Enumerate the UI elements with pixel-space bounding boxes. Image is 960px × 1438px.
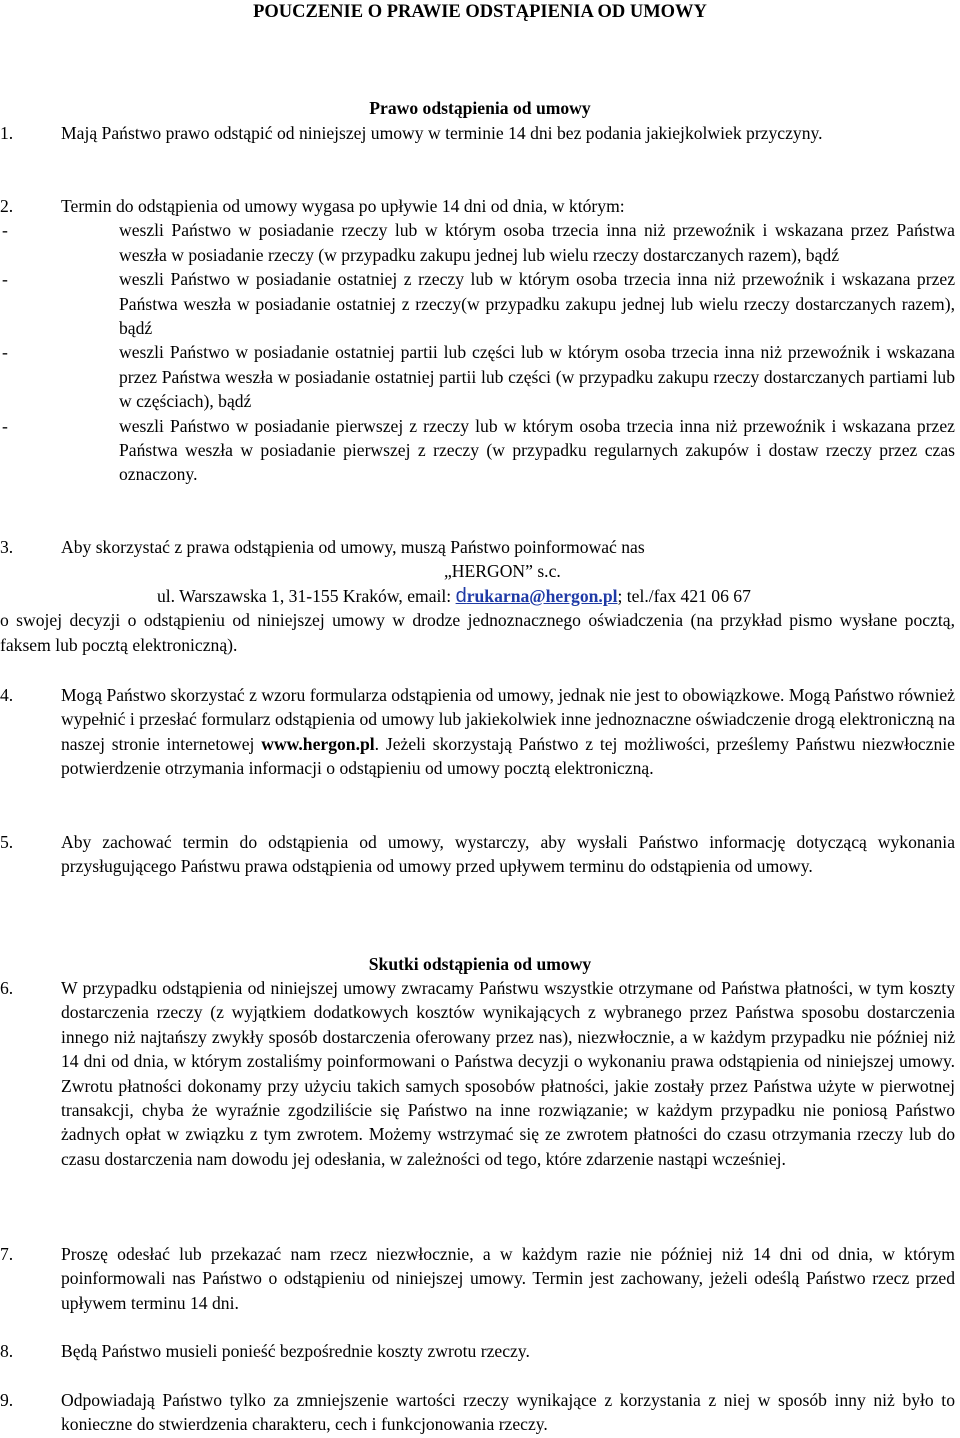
paragraph-number: 2. — [0, 196, 14, 216]
bullet-dash: - — [2, 220, 8, 241]
paragraph-number: 7. — [0, 1244, 14, 1264]
paragraph-number: 8. — [0, 1341, 14, 1361]
paragraph-text: Aby zachować termin do odstąpienia od umowy, wystarczy, aby wysłali Państwo informację dotyczącą wykonania przysługującego Państwu prawa odstąpienia od umowy przed upływem terminu do odstąpienia od umowy. — [61, 832, 955, 877]
section-heading-effects: Skutki odstąpienia od umowy — [368, 954, 592, 974]
paragraph-intro: Aby skorzystać z prawa odstąpienia od umowy, muszą Państwo poinformować nas — [61, 537, 645, 557]
paragraph-8 — [0, 1339, 960, 1363]
paragraph-text-b: . Jeżeli skorzystają Państwo z tej możliwości, prześlemy Państwu niezwłocznie potwierdzenie otrzymania informacji o odstąpieniu od umowy pocztą elektroniczną. — [61, 733, 955, 779]
paragraph-text: Odpowiadają Państwo tylko za zmniejszenie wartości rzeczy wynikające z korzystania z niej w sposób inny niż było to konieczne do stwierdzenia charakteru, cech i funkcjonowania rzeczy. — [61, 1390, 955, 1435]
list-item — [0, 414, 960, 487]
email-rest: rukarna@hergon.pl — [466, 585, 618, 606]
paragraph-text-a: Mogą Państwo skorzystać z wzoru formularza odstąpienia od umowy, jednak nie jest to obowiązkowe. Mogą Państwo również wypełnić i przesłać formularz odstąpienia od umowy lub jakiekolwiek inne jednoznaczne oświadczenie drogą elektroniczną na naszej stronie internetowej — [61, 685, 955, 754]
paragraph-1 — [0, 121, 960, 145]
paragraph-7 — [0, 1242, 960, 1315]
list-item — [0, 218, 960, 267]
paragraph-text: Proszę odesłać lub przekazać nam rzecz niezwłocznie, a w każdym razie nie później niż 14 dni od dnia, w którym poinformowali nas Państwo o odstąpieniu od niniejszej umowy. Termin jest zachowany, jeżeli odeślą Państwo rzecz przed upływem terminu 14 dni. — [61, 1244, 955, 1313]
email-first-letter: d — [455, 584, 467, 607]
paragraph-text: o swojej decyzji o odstąpieniu od niniejszej umowy w drodze jednoznacznego oświadczenia (na przykład pismo wysłane pocztą, faksem lub pocztą elektroniczną). — [0, 610, 955, 655]
company-name: „HERGON” s.c. — [444, 561, 561, 582]
paragraph-number: 5. — [0, 832, 14, 852]
bullet-dash: - — [2, 342, 8, 363]
paragraph-text — [61, 683, 955, 781]
paragraph-3 — [0, 535, 960, 657]
paragraph-6 — [0, 976, 960, 1171]
paragraph-number: 6. — [0, 978, 14, 998]
bullet-dash: - — [2, 415, 8, 436]
bullet-dash: - — [2, 269, 8, 290]
list-item-text: weszli Państwo w posiadanie pierwszej z rzeczy lub w którym osoba trzecia inna niż przewoźnik i wskazana przez Państwa weszła w posiadanie pierwszej z rzeczy (w przypadku regularnych zakupów i dostaw rzeczy przez czas oznaczony. — [119, 415, 955, 485]
section-heading-right: Prawo odstąpienia od umowy — [369, 98, 591, 118]
phone-text: ; tel./fax 421 06 67 — [617, 585, 751, 606]
paragraph-text: W przypadku odstąpienia od niniejszej umowy zwracamy Państwu wszystkie otrzymane od Państwa płatności, w tym koszty dostarczenia rzeczy (z wyjątkiem dodatkowych kosztów wynikających z wybranego przez Państwa sposobu dostarczenia innego niż najtańszy zwykły sposób dostarczenia oferowany przez nas), niezwłocznie, a w każdym przypadku nie później niż 14 dni od dnia, w którym zostaliśmy poinformowani o Państwa decyzji o wykonaniu prawa odstąpienia od niniejszej umowy. Zwrotu płatności dokonamy przy użyciu takich samych sposobów płatności, jakie zostały przez Państwa użyte w pierwotnej transakcji, chyba że wyraźnie zgodziliście się Państwo na inne rozwiązanie; w każdym przypadku nie poniosą Państwo żadnych opłat w związku z tym zwrotem. Możemy wstrzymać się ze zwrotem płatności do czasu otrzymania rzeczy lub do czasu dostarczenia nam dowodu jej odesłania, w zależności od tego, które zdarzenie nastąpi wcześniej. — [61, 978, 955, 1169]
paragraph-intro: Termin do odstąpienia od umowy wygasa po upływie 14 dni od dnia, w którym: — [61, 196, 625, 216]
list-item-text: weszli Państwo w posiadanie ostatniej partii lub części lub w którym osoba trzecia inna niż przewoźnik i wskazana przez Państwa weszła w posiadanie ostatniej partii lub części (w przypadku zakupu rzeczy dostarczanych partiami lub w częściach), bądź — [119, 342, 955, 412]
paragraph-5 — [0, 830, 960, 879]
email-link[interactable] — [456, 586, 618, 606]
list-item-text: weszli Państwo w posiadanie ostatniej z rzeczy lub w którym osoba trzecia inna niż przewoźnik i wskazana przez Państwa weszła w posiadanie ostatniej z rzeczy(w przypadku zakupu jednej lub wielu rzeczy dostarczanych razem), bądź — [119, 269, 955, 339]
paragraph-text: Mają Państwo prawo odstąpić od niniejszej umowy w terminie 14 dni bez podania jakiejkolwiek przyczyny. — [61, 123, 823, 143]
website-link[interactable]: www.hergon.pl — [261, 733, 375, 754]
paragraph-2 — [0, 194, 960, 487]
document-title: POUCZENIE O PRAWIE ODSTĄPIENIA OD UMOWY — [253, 2, 707, 22]
paragraph-text: Będą Państwo musieli ponieść bezpośrednie koszty zwrotu rzeczy. — [61, 1341, 530, 1361]
list-item-text: weszli Państwo w posiadanie rzeczy lub w którym osoba trzecia inna niż przewoźnik i wskazana przez Państwa weszła w posiadanie rzeczy (w przypadku zakupu jednej lub wielu rzeczy dostarczanych razem), bądź — [119, 220, 955, 265]
list-item — [0, 267, 960, 340]
paragraph-9 — [0, 1388, 960, 1437]
paragraph-4 — [0, 683, 960, 781]
paragraph-number: 4. — [0, 685, 14, 705]
contact-address — [157, 584, 960, 608]
paragraph-number: 3. — [0, 537, 14, 557]
paragraph-number: 1. — [0, 123, 14, 143]
list-item — [0, 340, 960, 413]
paragraph-number: 9. — [0, 1390, 14, 1410]
address-text: ul. Warszawska 1, 31-155 Kraków, email: — [157, 585, 456, 606]
